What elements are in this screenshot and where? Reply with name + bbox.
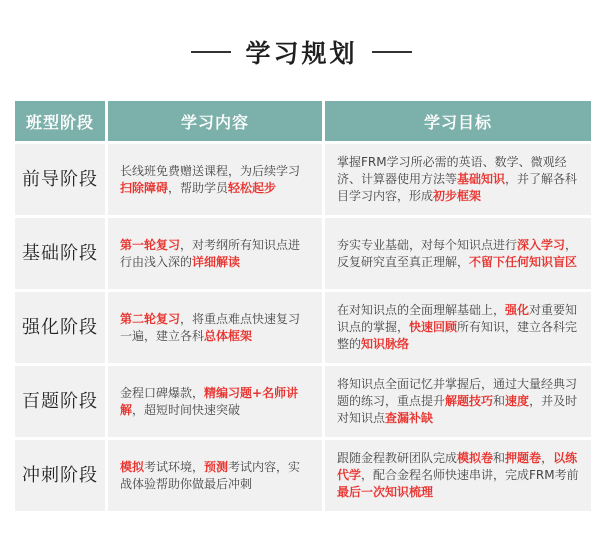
body-text: 考试内容，实战体验帮助你做最后冲刺 [120, 459, 301, 491]
body-text: 和 [493, 394, 506, 408]
goal-cell [325, 366, 591, 437]
content-cell [108, 366, 322, 437]
body-text: 和 [493, 451, 506, 465]
body-text: 金程口碑爆款， [120, 385, 205, 400]
highlight-text: 基础知识 [457, 172, 506, 186]
content-cell [108, 440, 322, 511]
table-row [15, 218, 591, 289]
highlight-text: 第二轮复习 [120, 311, 181, 326]
table-header-row [15, 101, 591, 141]
body-text: ，将重点难点快速复习一遍，建立各科 [120, 311, 301, 343]
highlight-text: 知识脉络 [361, 337, 410, 351]
stage-cell: 前导阶段 [15, 144, 105, 215]
highlight-text: 深入学习 [517, 237, 566, 252]
body-text: 考试环境， [144, 459, 205, 474]
body-text: ，对考纲所有知识点进行由浅入深的 [120, 237, 301, 269]
header-goal: 学习目标 [325, 101, 591, 141]
body-text: ，并了解各科目学习内容，形成 [337, 172, 578, 203]
body-text: 将知识点全面记忆并掌握后，通过大量经典习题的练习，重点提升 [337, 377, 578, 408]
content-cell [108, 292, 322, 363]
stage-cell: 冲刺阶段 [15, 440, 105, 511]
highlight-text: 解题技巧 [445, 394, 494, 408]
highlight-text: 快速回顾 [409, 320, 458, 334]
highlight-text: 初步框架 [433, 189, 482, 203]
goal-cell [325, 144, 591, 215]
study-plan-table [12, 98, 594, 514]
body-text: 掌握FRM学习所必需的英语、数学、微观经济、计算器使用方法等 [337, 155, 567, 186]
highlight-text: 模拟卷 [457, 451, 494, 465]
header-content: 学习内容 [108, 101, 322, 141]
highlight-text: 模拟 [120, 459, 145, 474]
highlight-text: 详细解读 [192, 254, 241, 269]
goal-cell [325, 292, 591, 363]
body-text: 长线班免费赠送课程，为后续学习 [120, 163, 301, 178]
body-text: 跟随金程教研团队完成 [337, 451, 458, 465]
body-text: ， [541, 451, 554, 465]
title-left-dash [191, 51, 231, 53]
goal-cell [325, 440, 591, 511]
highlight-text: 查漏补缺 [385, 411, 434, 425]
highlight-text: 强化 [505, 303, 530, 317]
table-row [15, 366, 591, 437]
content-cell [108, 144, 322, 215]
table-row [15, 440, 591, 511]
highlight-text: 扫除障碍 [120, 180, 169, 195]
stage-cell: 基础阶段 [15, 218, 105, 289]
highlight-text: 速度 [505, 394, 530, 408]
highlight-text: 不留下任何知识盲区 [469, 254, 578, 269]
highlight-text: 最后一次知识梳理 [337, 485, 434, 499]
stage-cell: 百题阶段 [15, 366, 105, 437]
highlight-text: 总体框架 [204, 328, 253, 343]
page-title: 学习规划 [245, 39, 358, 68]
body-text: 对重要知识点的掌握， [337, 303, 578, 334]
page-title-block [0, 30, 603, 74]
highlight-text: 以练代学 [337, 451, 578, 482]
body-text: ，超短时间快速突破 [132, 402, 241, 417]
table-row [15, 144, 591, 215]
body-text: ，反复研究直至真正理解， [337, 237, 578, 269]
body-text: 所有知识，建立各科完整的 [337, 320, 578, 351]
header-stage: 班型阶段 [15, 101, 105, 141]
body-text: ，并及时对知识点 [337, 394, 578, 425]
highlight-text: 轻松起步 [228, 180, 277, 195]
body-text: 在对知识点的全面理解基础上， [337, 303, 506, 317]
content-cell [108, 218, 322, 289]
title-right-dash [372, 51, 412, 53]
body-text: 夯实专业基础，对每个知识点进行 [337, 237, 518, 252]
stage-cell: 强化阶段 [15, 292, 105, 363]
body-text: ，帮助学员 [168, 180, 229, 195]
highlight-text: 第一轮复习 [120, 237, 181, 252]
highlight-text: 押题卷 [505, 451, 542, 465]
highlight-text: 精编习题+名师讲解 [120, 385, 299, 417]
body-text: ，配合金程名师快速串讲，完成FRM考前 [361, 468, 579, 482]
table-row [15, 292, 591, 363]
highlight-text: 预测 [204, 459, 229, 474]
goal-cell [325, 218, 591, 289]
